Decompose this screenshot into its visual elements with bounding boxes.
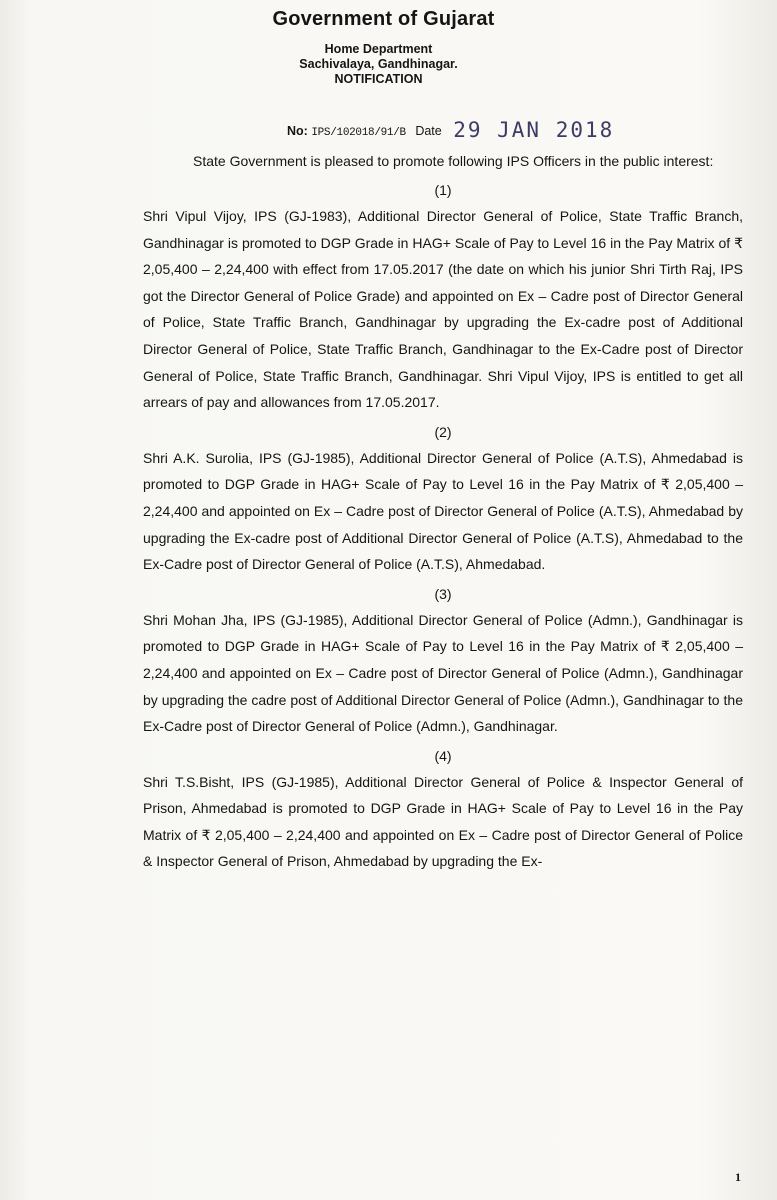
government-title: Government of Gujarat [272, 8, 495, 30]
promotion-paragraph: Shri T.S.Bisht, IPS (GJ-1985), Additional Director General of Police & Inspector General of Prison, Ahmedabad is promoted to DGP Grade in HAG+ Scale of Pay to Level 16 in the Pay Matrix of ₹ 2,05,400 – 2,24,400 and appointed on Ex – Cadre post of Director General of Police & Inspector General of Prison, Ahmedabad by upgrading the Ex- [143, 773, 743, 870]
reference-number: IPS/102018/91/B [311, 127, 406, 139]
item-number: (3) [434, 585, 452, 602]
item-number: (2) [434, 423, 452, 440]
promotion-paragraph: Shri Mohan Jha, IPS (GJ-1985), Additional Director General of Police (Admn.), Gandhinagar is promoted to DGP Grade in HAG+ Scale of Pay to Level 16 in the Pay Matrix of ₹ 2,05,400 – 2,24,400 and appointed on Ex – Cadre post of Director General of Police (Admn.), Gandhinagar by upgrading the cadre post of Additional Director General of Police (Admn.), Gandhinagar to the Ex-Cadre post of Director General of Police (Admn.), Gandhinagar. [143, 611, 743, 735]
page-number: 1 [735, 1170, 741, 1184]
date-stamp: 29 JAN 2018 [453, 118, 615, 142]
promotion-paragraph: Shri Vipul Vijoy, IPS (GJ-1983), Additional Director General of Police, State Traffic Branch, Gandhinagar is promoted to DGP Grade in HAG+ Scale of Pay to Level 16 in the Pay Matrix of ₹ 2,05,400 – 2,24,400 with effect from 17.05.2017 (the date on which his junior Shri Tirth Raj, IPS got the Director General of Police Grade) and appointed on Ex – Cadre post of Director General of Police, State Traffic Branch, Gandhinagar by upgrading the Ex-cadre post of Additional Director General of Police, State Traffic Branch, Gandhinagar to the Ex-Cadre post of Director General of Police, State Traffic Branch, Gandhinagar. Shri Vipul Vijoy, IPS is entitled to get all arrears of pay and allowances from 17.05.2017. [143, 208, 743, 411]
letterhead [0, 8, 777, 87]
reference-number-label: No: [287, 124, 308, 138]
date-label: Date [415, 124, 442, 138]
department-address: Sachivalaya, Gandhinagar. [299, 57, 458, 71]
item-number: (1) [434, 182, 452, 198]
promotion-paragraph: Shri A.K. Surolia, IPS (GJ-1985), Additional Director General of Police (A.T.S), Ahmedabad is promoted to DGP Grade in HAG+ Scale of Pay to Level 16 in the Pay Matrix of ₹ 2,05,400 – 2,24,400 and appointed on Ex – Cadre post of Director General of Police (A.T.S), Ahmedabad by upgrading the Ex-cadre post of Additional Director General of Police (A.T.S), Ahmedabad to the Ex-Cadre post of Director General of Police (A.T.S), Ahmedabad. [143, 449, 743, 573]
notification-body [143, 148, 743, 875]
department-name: Home Department [324, 42, 433, 56]
reference-line [287, 118, 614, 142]
intro-paragraph: State Government is pleased to promote following IPS Officers in the public interest: [193, 153, 714, 169]
item-number: (4) [434, 747, 452, 764]
document-type: NOTIFICATION [334, 72, 423, 86]
